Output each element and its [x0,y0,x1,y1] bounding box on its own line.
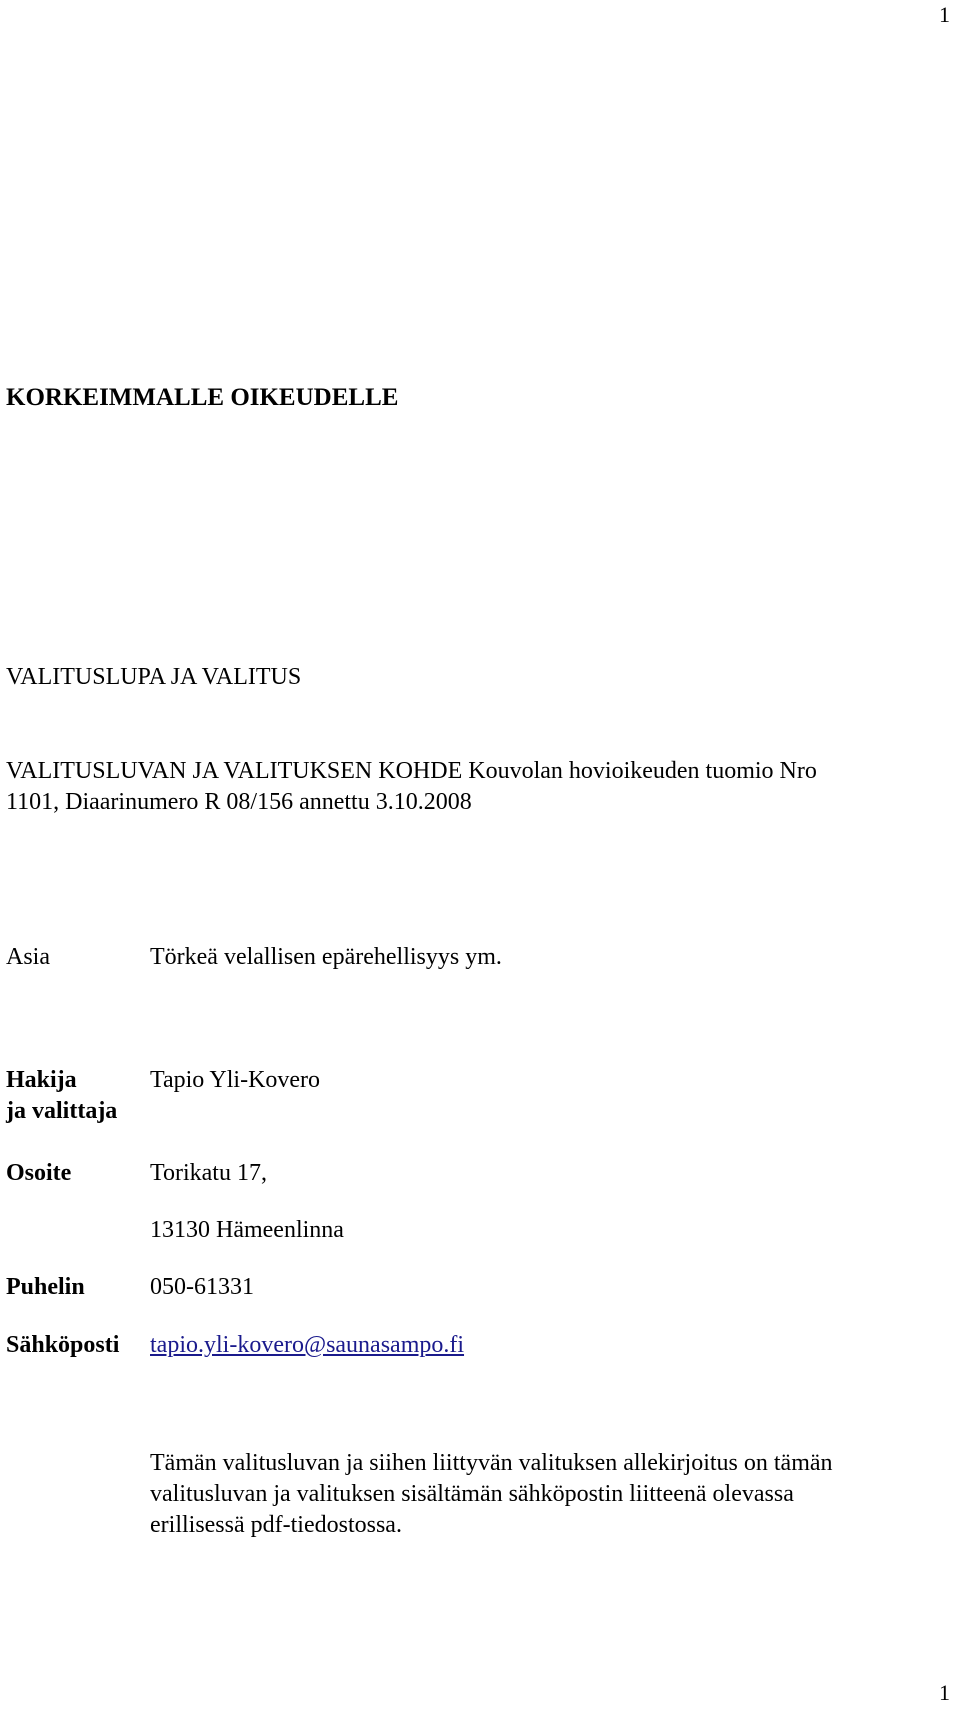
section-title: VALITUSLUPA JA VALITUS [6,664,302,690]
addressee-heading: KORKEIMMALLE OIKEUDELLE [6,384,399,411]
applicant-label-line-1: Hakija [6,1067,77,1093]
signature-note [150,1448,950,1541]
phone-value: 050-61331 [150,1274,254,1300]
address-label: Osoite [6,1160,72,1186]
case-value: Törkeä velallisen epärehellisyys ym. [150,944,502,970]
email-label: Sähköposti [6,1332,120,1358]
phone-label: Puhelin [6,1274,85,1300]
page-number-bottom: 1 [939,1680,950,1705]
page-number-top: 1 [939,2,950,27]
subject-line-1: VALITUSLUVAN JA VALITUKSEN KOHDE Kouvolan hovioikeuden tuomio Nro [6,758,817,784]
applicant-value: Tapio Yli-Kovero [150,1067,321,1093]
subject-line-2: 1101, Diaarinumero R 08/156 annettu 3.10.2008 [6,789,472,815]
address-line-1: Torikatu 17, [150,1160,267,1186]
address-line-2: 13130 Hämeenlinna [150,1217,344,1243]
case-label: Asia [6,944,50,970]
email-link[interactable]: tapio.yli-kovero@saunasampo.fi [150,1332,465,1358]
signature-note-line: Tämän valitusluvan ja siihen liittyvän valituksen allekirjoitus on tämän [150,1450,833,1476]
signature-note-line: erillisessä pdf-tiedostossa. [150,1512,402,1538]
applicant-label-line-2: ja valittaja [6,1098,118,1124]
signature-note-line: valitusluvan ja valituksen sisältämän sähköpostin liitteenä olevassa [150,1481,794,1507]
